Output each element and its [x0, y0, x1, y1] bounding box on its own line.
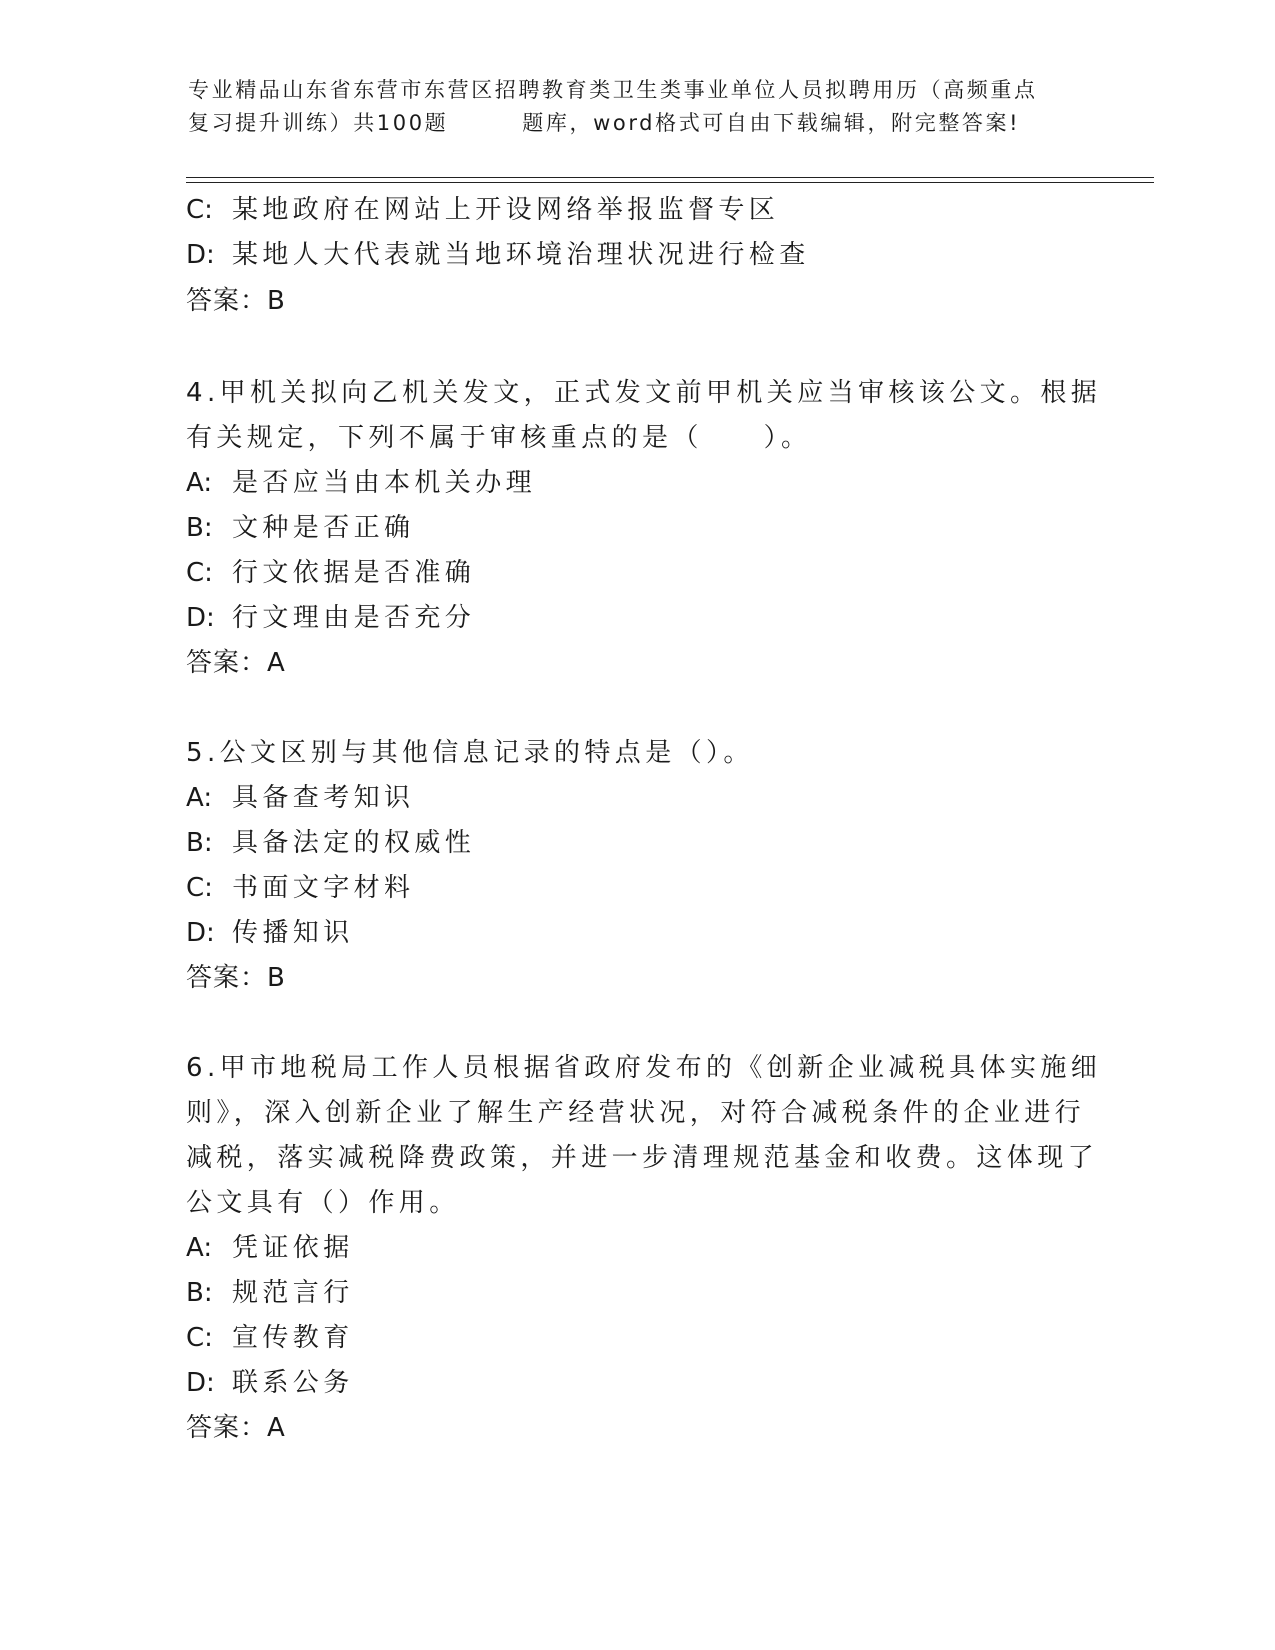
q3-option-c-label: C: [186, 195, 213, 225]
q5-option-b-text: 具备法定的权威性 [232, 828, 476, 858]
q5-option-c-text: 书面文字材料 [232, 873, 415, 903]
q4-option-d [186, 601, 475, 635]
q5-option-b [186, 826, 475, 860]
q6-option-a [186, 1231, 354, 1265]
q6-stem-line-4: 公文具有（）作用。 [186, 1188, 460, 1218]
q5-option-d-label: D: [186, 918, 215, 948]
q4-stem-line-1: 4.甲机关拟向乙机关发文，正式发文前甲机关应当审核该公文。根据 [186, 378, 1102, 408]
q6-option-d-label: D: [186, 1368, 215, 1398]
q4-option-c-label: C: [186, 558, 213, 588]
q4-option-c [186, 556, 475, 590]
header-line-2 [188, 107, 1088, 140]
q6-option-c [186, 1321, 354, 1355]
header-line-1: 专业精品山东省东营市东营区招聘教育类卫生类事业单位人员拟聘用历（高频重点 [188, 78, 1038, 102]
q4-answer: 答案：A [186, 648, 286, 678]
q3-option-d-text: 某地人大代表就当地环境治理状况进行检查 [232, 240, 810, 270]
q6-option-b-text: 规范言行 [232, 1278, 354, 1308]
q6-option-a-label: A: [186, 1233, 213, 1263]
page-header [188, 74, 1088, 140]
q6-answer: 答案：A [186, 1413, 286, 1443]
q5-option-a-text: 具备查考知识 [232, 783, 415, 813]
q6-stem-line-3: 减税，落实减税降费政策，并进一步清理规范基金和收费。这体现了 [186, 1143, 1099, 1173]
q3-option-c [186, 193, 779, 227]
header-rule-bottom [186, 182, 1154, 183]
q5-option-d-text: 传播知识 [232, 918, 354, 948]
q5-option-a-label: A: [186, 783, 213, 813]
q4-option-a [186, 466, 536, 500]
q3-option-d-label: D: [186, 240, 215, 270]
q4-option-c-text: 行文依据是否准确 [232, 558, 476, 588]
q4-option-b-text: 文种是否正确 [232, 513, 415, 543]
q5-option-d [186, 916, 354, 950]
q5-answer: 答案：B [186, 963, 286, 993]
q4-stem-line-2: 有关规定，下列不属于审核重点的是（ ）。 [186, 423, 812, 453]
q5-option-c-label: C: [186, 873, 213, 903]
q6-option-b-label: B: [186, 1278, 213, 1308]
q4-option-a-label: A: [186, 468, 213, 498]
q6-option-c-text: 宣传教育 [232, 1323, 354, 1353]
header-rule-top [186, 177, 1154, 178]
q3-option-d [186, 238, 810, 272]
q4-option-d-text: 行文理由是否充分 [232, 603, 476, 633]
q6-stem-line-1: 6.甲市地税局工作人员根据省政府发布的《创新企业减税具体实施细 [186, 1053, 1102, 1083]
header-line-2-left: 复习提升训练）共100题 [188, 111, 449, 135]
q5-option-c [186, 871, 414, 905]
q6-option-a-text: 凭证依据 [232, 1233, 354, 1263]
q6-option-b [186, 1276, 354, 1310]
q5-option-a [186, 781, 414, 815]
q3-answer: 答案：B [186, 286, 286, 316]
q4-option-b-label: B: [186, 513, 213, 543]
q3-option-c-text: 某地政府在网站上开设网络举报监督专区 [232, 195, 780, 225]
q6-option-d-text: 联系公务 [232, 1368, 354, 1398]
q6-option-d [186, 1366, 354, 1400]
q4-option-d-label: D: [186, 603, 215, 633]
q5-stem-line-1: 5.公文区别与其他信息记录的特点是（）。 [186, 738, 754, 768]
q5-option-b-label: B: [186, 828, 213, 858]
q6-option-c-label: C: [186, 1323, 213, 1353]
header-line-2-right: 题库，word格式可自由下载编辑，附完整答案! [522, 111, 1021, 135]
q4-option-a-text: 是否应当由本机关办理 [232, 468, 537, 498]
q4-option-b [186, 511, 414, 545]
q6-stem-line-2: 则》，深入创新企业了解生产经营状况，对符合减税条件的企业进行 [186, 1098, 1086, 1128]
